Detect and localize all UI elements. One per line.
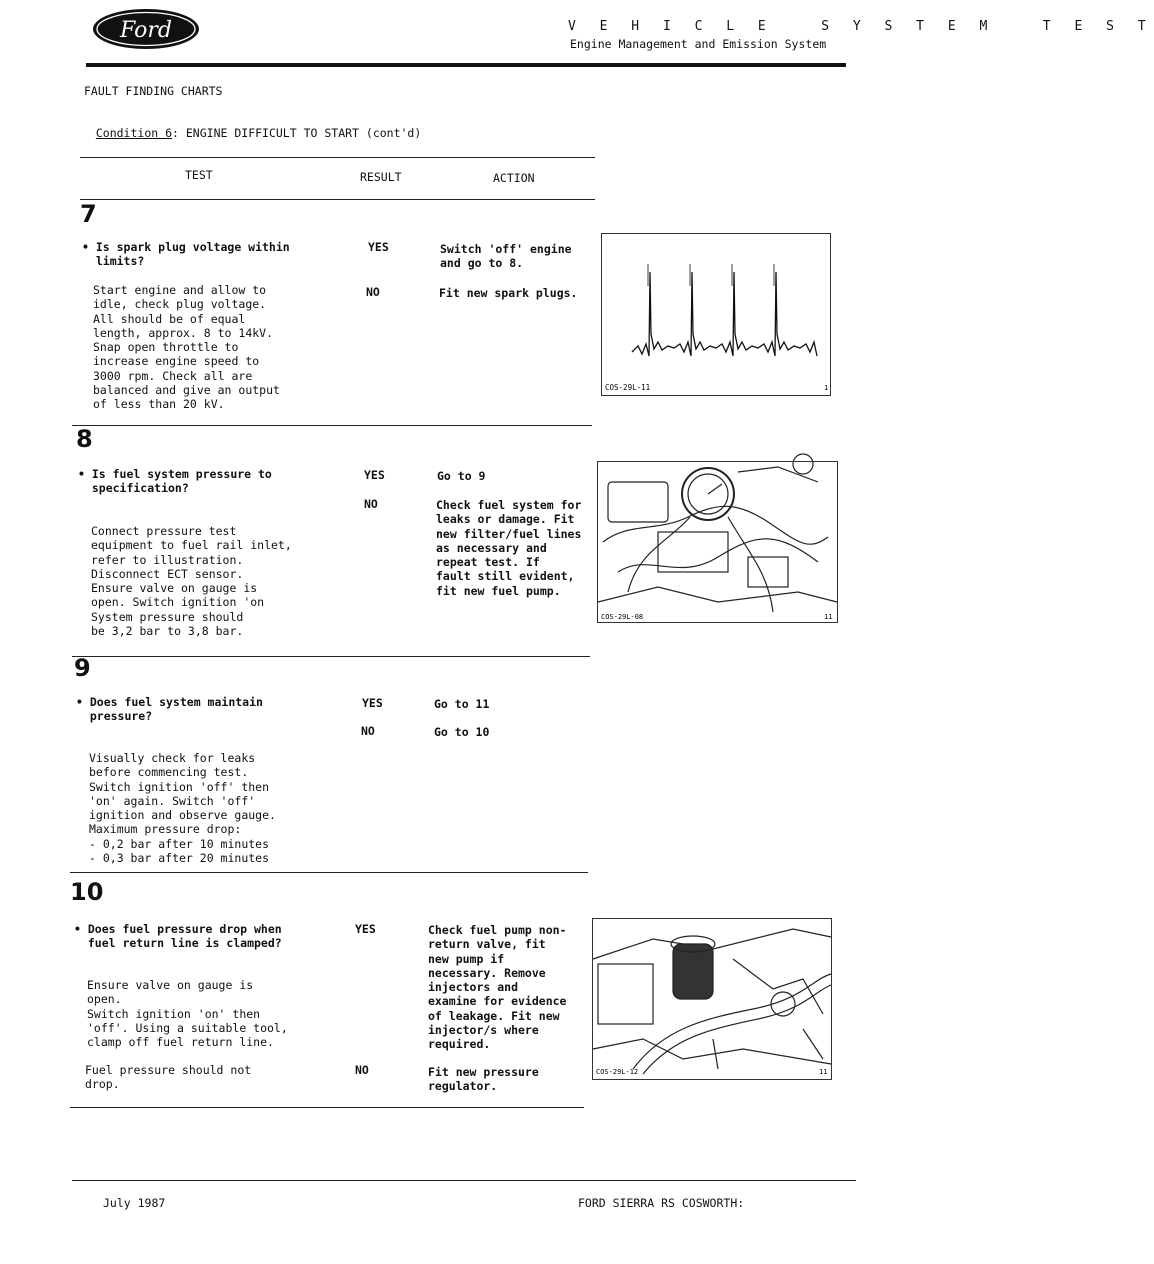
fuel-pressure-gauge-illustration: [597, 461, 838, 623]
action-no: Go to 10: [434, 725, 490, 739]
spark-plug-waveform-figure: [601, 233, 831, 396]
figure-code: COS-29L-08: [601, 613, 644, 621]
ford-logo: [92, 8, 200, 50]
col-header-result: RESULT: [360, 170, 402, 184]
header-title: V E H I C L E S Y S T E M T E S T: [568, 19, 1154, 34]
footer-model: FORD SIERRA RS COSWORTH:: [578, 1196, 745, 1210]
result-yes: YES: [355, 922, 376, 936]
step-instructions: Connect pressure test equipment to fuel rail inlet, refer to illustration. Disconnect ECT sensor. Ensure valve on gauge is open. Switch ignition 'on System pressure should be 3,2 bar to 3,8 bar.: [91, 524, 292, 639]
step-question: • Is fuel system pressure to specification?: [78, 467, 272, 496]
table-top-rule: [80, 157, 595, 158]
result-no: NO: [361, 724, 375, 738]
step-number: 7: [80, 200, 97, 228]
action-no: Fit new spark plugs.: [439, 286, 578, 300]
step-question: • Is spark plug voltage within limits?: [82, 240, 290, 269]
step-question: • Does fuel pressure drop when fuel return line is clamped?: [74, 922, 282, 951]
result-no: NO: [366, 285, 380, 299]
action-yes: Go to 9: [437, 469, 486, 483]
fuel-return-line-illustration: [592, 918, 832, 1080]
footer-rule: [72, 1180, 856, 1181]
result-yes: YES: [368, 240, 389, 254]
footer-date: July 1987: [103, 1196, 166, 1210]
result-no: NO: [364, 497, 378, 511]
result-yes: YES: [364, 468, 385, 482]
action-yes: Go to 11: [434, 697, 490, 711]
action-yes: Switch 'off' engine and go to 8.: [440, 242, 572, 271]
action-no: Check fuel system for leaks or damage. Fit new filter/fuel lines as necessary and repeat test. If fault still evident, fit new fuel pump.: [436, 498, 582, 598]
header-rule: [86, 63, 846, 67]
condition-label: Condition 6: [95, 126, 173, 141]
condition-text: : ENGINE DIFFICULT TO START (cont'd): [172, 126, 422, 141]
figure-index: 11: [819, 1068, 828, 1076]
step-instructions: Ensure valve on gauge is open. Switch ignition 'on' then 'off'. Using a suitable tool, clamp off fuel return line.: [87, 978, 288, 1050]
logo-text: Ford: [120, 18, 172, 43]
step-number: 9: [74, 654, 91, 682]
action-no: Fit new pressure regulator.: [428, 1065, 539, 1094]
step-instructions-note: Fuel pressure should not drop.: [85, 1063, 252, 1092]
oscilloscope-trace: [602, 234, 830, 395]
figure-index: 11: [824, 613, 833, 621]
section-heading: FAULT FINDING CHARTS: [84, 84, 223, 98]
step-rule: [72, 656, 590, 657]
table-header-rule: [80, 199, 595, 200]
figure-code: COS-29L-12: [596, 1068, 639, 1076]
step-question: • Does fuel system maintain pressure?: [76, 695, 263, 724]
step-instructions: Visually check for leaks before commencing test. Switch ignition 'off' then 'on' again. Switch 'off' ignition and observe gauge. Maximum pressure drop: - 0,2 bar after 10 minutes - 0,3 bar after 20 minutes: [89, 751, 276, 866]
step-rule: [72, 425, 592, 426]
figure-index: 1: [824, 384, 829, 392]
pressure-gauge-drawing: [598, 462, 837, 622]
step-instructions: Start engine and allow to idle, check plug voltage. All should be of equal length, approx. 8 to 14kV. Snap open throttle to increase engine speed to 3000 rpm. Check all are balanced and give an output of less than 20 kV.: [93, 283, 280, 412]
result-no: NO: [355, 1063, 369, 1077]
return-line-drawing: [593, 919, 831, 1079]
condition-line: [82, 112, 421, 141]
col-header-action: ACTION: [493, 171, 535, 185]
result-yes: YES: [362, 696, 383, 710]
action-yes: Check fuel pump non- return valve, fit new pump if necessary. Remove injectors and examine for evidence of leakage. Fit new injector/s where required.: [428, 923, 567, 1052]
header-subtitle: Engine Management and Emission System: [570, 37, 827, 51]
col-header-test: TEST: [185, 168, 213, 182]
step-number: 10: [70, 878, 104, 906]
step-rule: [70, 872, 588, 873]
step-number: 8: [76, 425, 93, 453]
figure-code: COS-29L-11: [605, 383, 651, 392]
table-bottom-rule: [70, 1107, 584, 1108]
